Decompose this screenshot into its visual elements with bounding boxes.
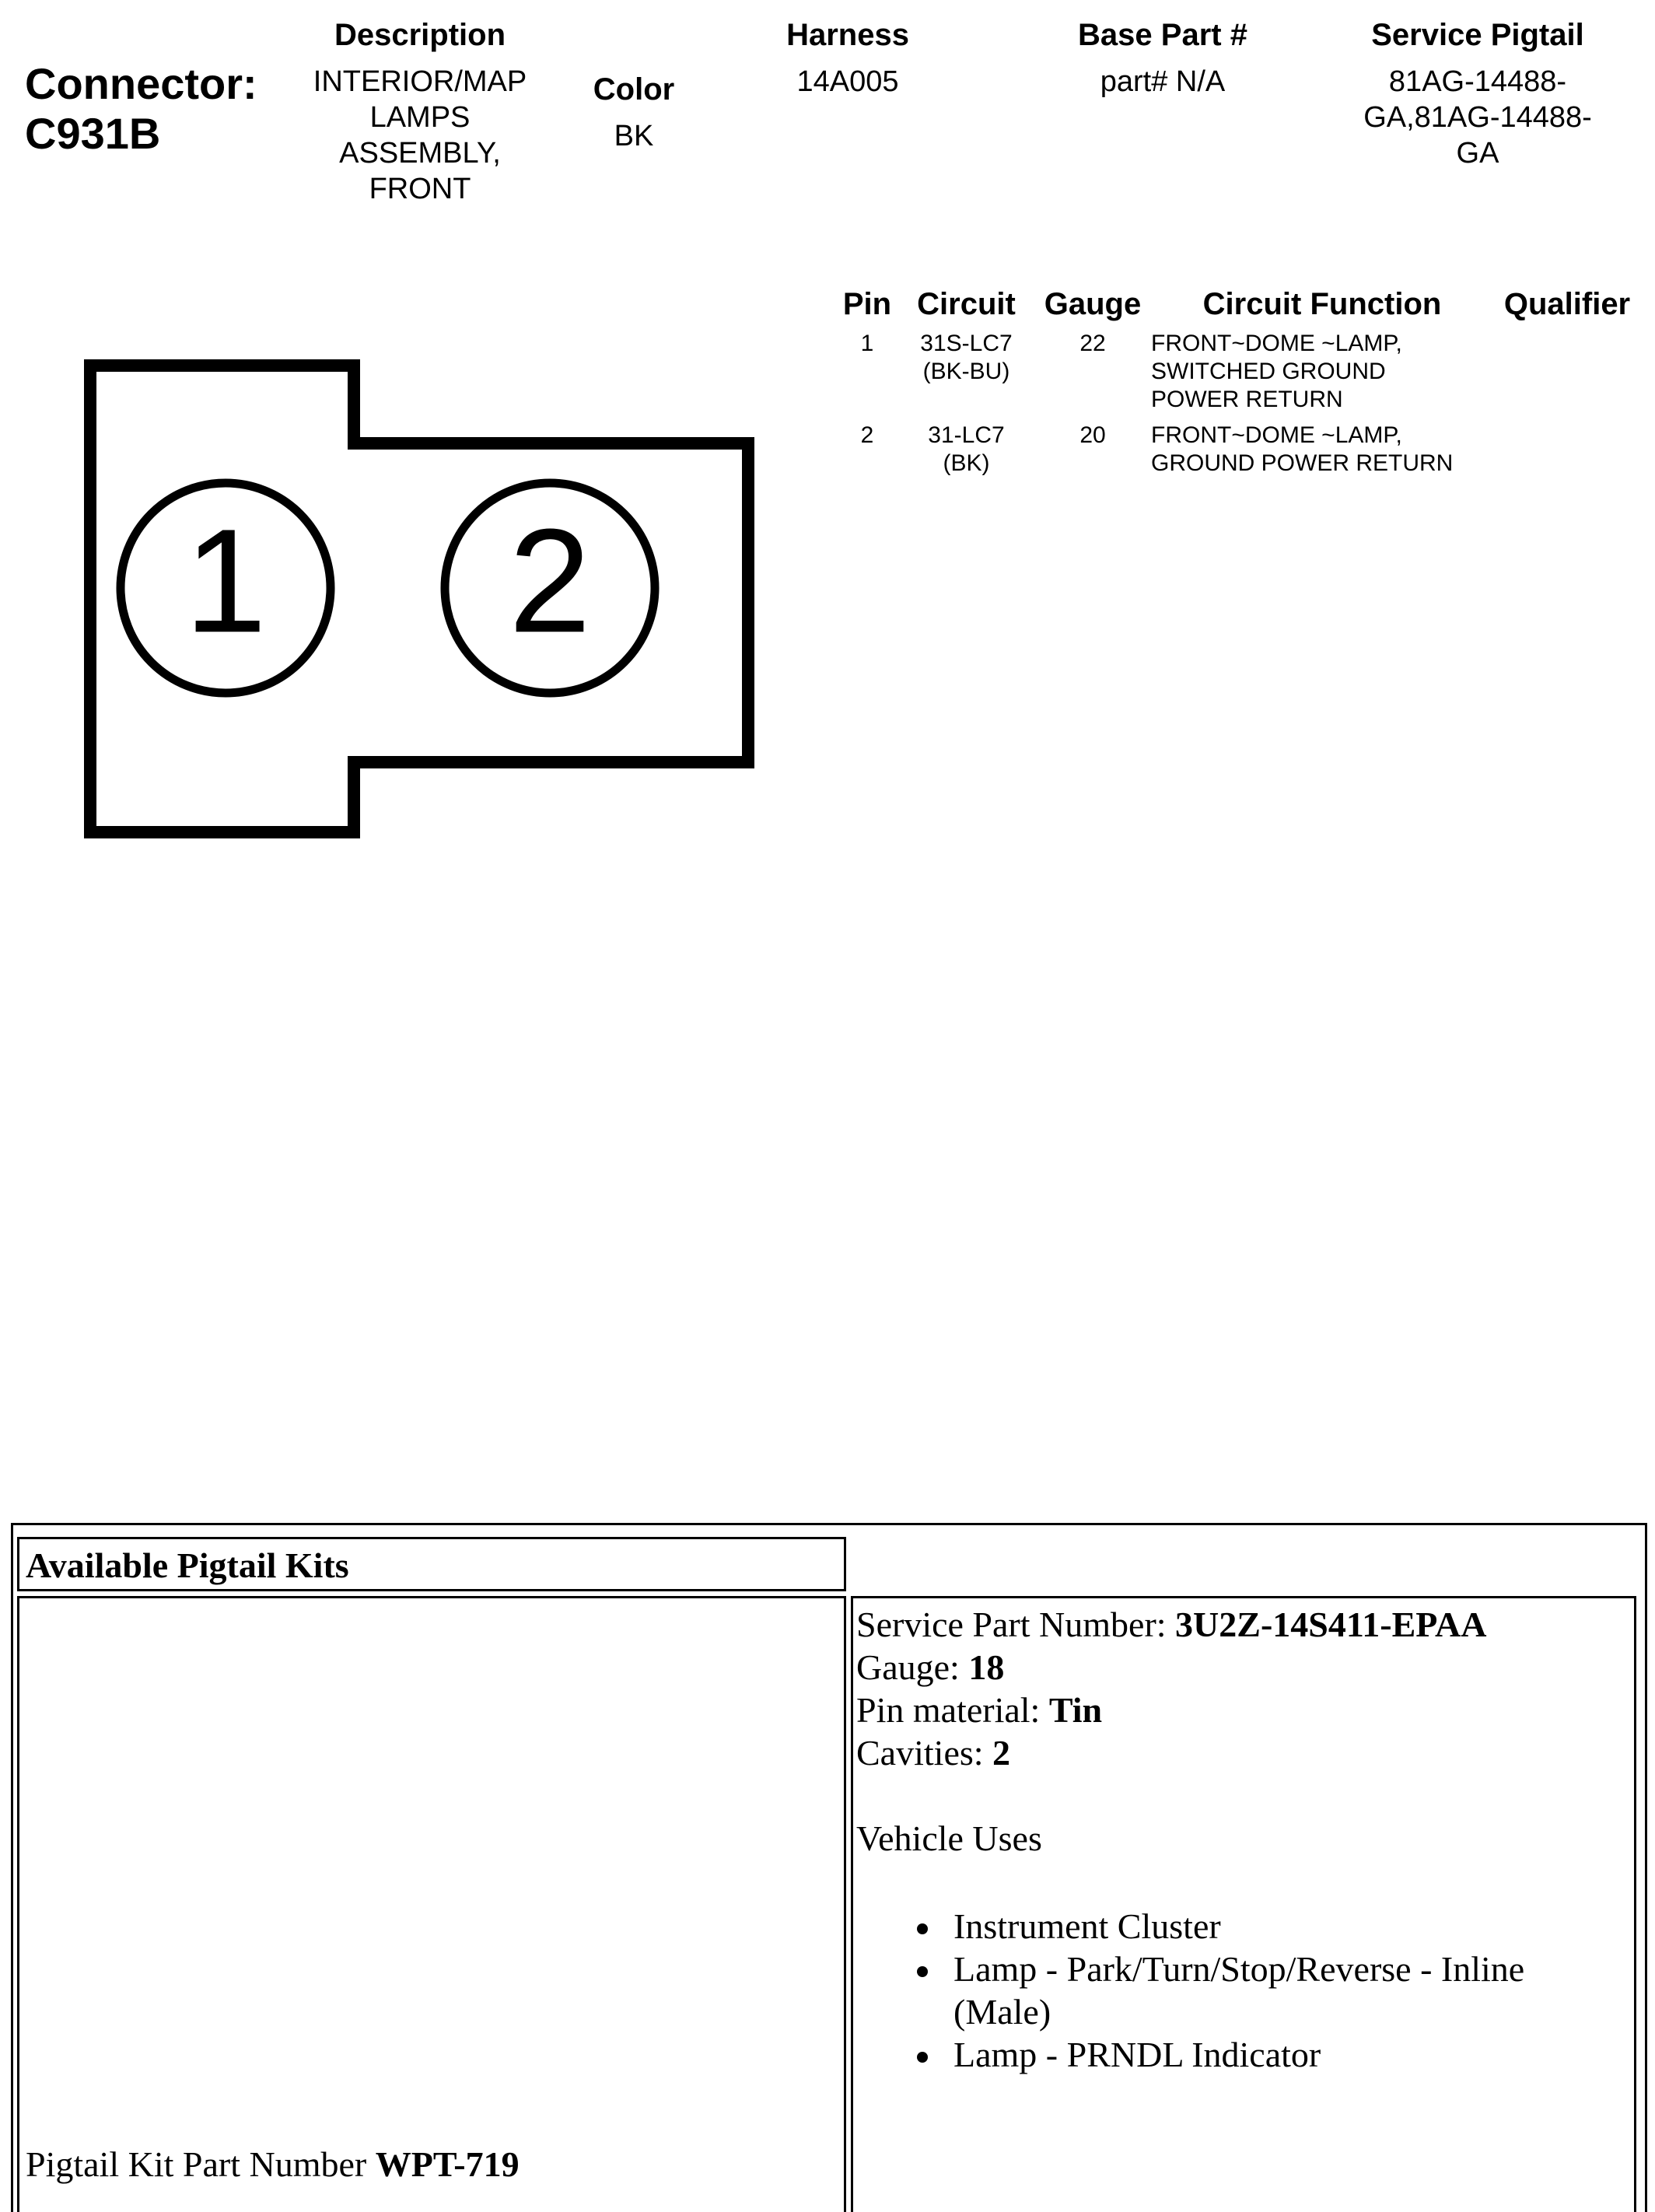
gauge-cell: 22 xyxy=(1079,331,1106,356)
description-line: LAMPS xyxy=(369,101,471,134)
harness-header: Harness xyxy=(786,18,909,52)
service-part-number xyxy=(856,1603,1587,1646)
circuit-column-header: Circuit xyxy=(917,287,1016,321)
pin-2-number: 2 xyxy=(509,499,591,664)
circuit-function-cell xyxy=(1151,330,1493,414)
pigtail-details-cell xyxy=(851,1596,1636,2212)
vehicle-uses-label: Vehicle Uses xyxy=(856,1818,1042,1858)
description-header: Description xyxy=(334,18,506,52)
pigtail-kit-part-value: WPT-719 xyxy=(375,2144,520,2184)
harness-value: 14A005 xyxy=(796,65,899,98)
cavities-value: 2 xyxy=(992,1733,1011,1773)
qualifier-column-header: Qualifier xyxy=(1503,287,1631,321)
service-pigtail-line: GA,81AG-14488- xyxy=(1363,101,1592,134)
circuit-function-line: SWITCHED GROUND xyxy=(1151,359,1386,384)
vehicle-use-item: Lamp - PRNDL Indicator xyxy=(856,2033,1587,2076)
pin-1-number: 1 xyxy=(184,499,267,664)
base-part-header: Base Part # xyxy=(1078,18,1247,52)
vehicle-use-item: Lamp - Park/Turn/Stop/Reverse - Inline (Male) xyxy=(856,1948,1587,2033)
description-value xyxy=(264,64,576,207)
connector-id: C931B xyxy=(25,109,161,158)
pigtail-kits-title-cell xyxy=(17,1537,846,1591)
connector-label: Connector: xyxy=(25,59,257,108)
circuit-function-cell xyxy=(1151,422,1493,478)
circuit-line: (BK-BU) xyxy=(922,359,1010,384)
description-line: FRONT xyxy=(369,173,471,205)
circuit-function-line: POWER RETURN xyxy=(1151,387,1343,412)
color-value: BK xyxy=(614,120,654,152)
pigtail-gauge xyxy=(856,1646,1587,1689)
service-pigtail-line: GA xyxy=(1456,137,1499,170)
pin-material-value: Tin xyxy=(1048,1690,1103,1730)
circuit-line: 31-LC7 xyxy=(928,422,1005,448)
base-part-value: part# N/A xyxy=(1100,65,1226,98)
description-line: INTERIOR/MAP xyxy=(313,65,527,98)
vehicle-use-item: Instrument Cluster xyxy=(856,1905,1587,1948)
pin-material-label: Pin material: xyxy=(856,1690,1049,1730)
pigtail-kit-part-number xyxy=(26,2143,520,2186)
circuit-function-line: FRONT~DOME ~LAMP, xyxy=(1151,422,1402,448)
circuit-cell xyxy=(910,422,1023,478)
pigtail-kit-part-label: Pigtail Kit Part Number xyxy=(26,2144,376,2184)
pin-number-cell: 2 xyxy=(860,422,874,448)
service-part-value: 3U2Z-14S411-EPAA xyxy=(1175,1605,1487,1644)
circuit-function-line: FRONT~DOME ~LAMP, xyxy=(1151,331,1402,356)
pigtail-gauge-value: 18 xyxy=(968,1647,1005,1687)
cavities-label: Cavities: xyxy=(856,1733,993,1773)
service-part-label: Service Part Number: xyxy=(856,1605,1176,1644)
cavities xyxy=(856,1731,1587,1774)
circuit-line: 31S-LC7 xyxy=(920,331,1013,356)
description-line: ASSEMBLY, xyxy=(339,137,501,170)
pin-material xyxy=(856,1689,1587,1731)
pin-number-cell: 1 xyxy=(860,331,874,356)
pin-column-header: Pin xyxy=(842,287,892,321)
pigtail-image-cell xyxy=(17,1596,846,2212)
pigtail-gauge-label: Gauge: xyxy=(856,1647,969,1687)
connector-face-diagram xyxy=(0,327,778,871)
gauge-column-header: Gauge xyxy=(1044,287,1142,321)
circuit-function-column-header: Circuit Function xyxy=(1202,287,1442,321)
circuit-line: (BK) xyxy=(943,450,990,476)
circuit-function-line: GROUND POWER RETURN xyxy=(1151,450,1454,476)
color-header: Color xyxy=(593,72,675,107)
vehicle-uses-list xyxy=(856,1905,1587,2076)
circuit-cell xyxy=(910,330,1023,386)
gauge-cell: 20 xyxy=(1079,422,1106,448)
pigtail-kits-title: Available Pigtail Kits xyxy=(26,1545,349,1585)
service-pigtail-value xyxy=(1330,64,1625,171)
service-pigtail-line: 81AG-14488- xyxy=(1388,65,1567,98)
service-pigtail-header: Service Pigtail xyxy=(1371,18,1584,52)
